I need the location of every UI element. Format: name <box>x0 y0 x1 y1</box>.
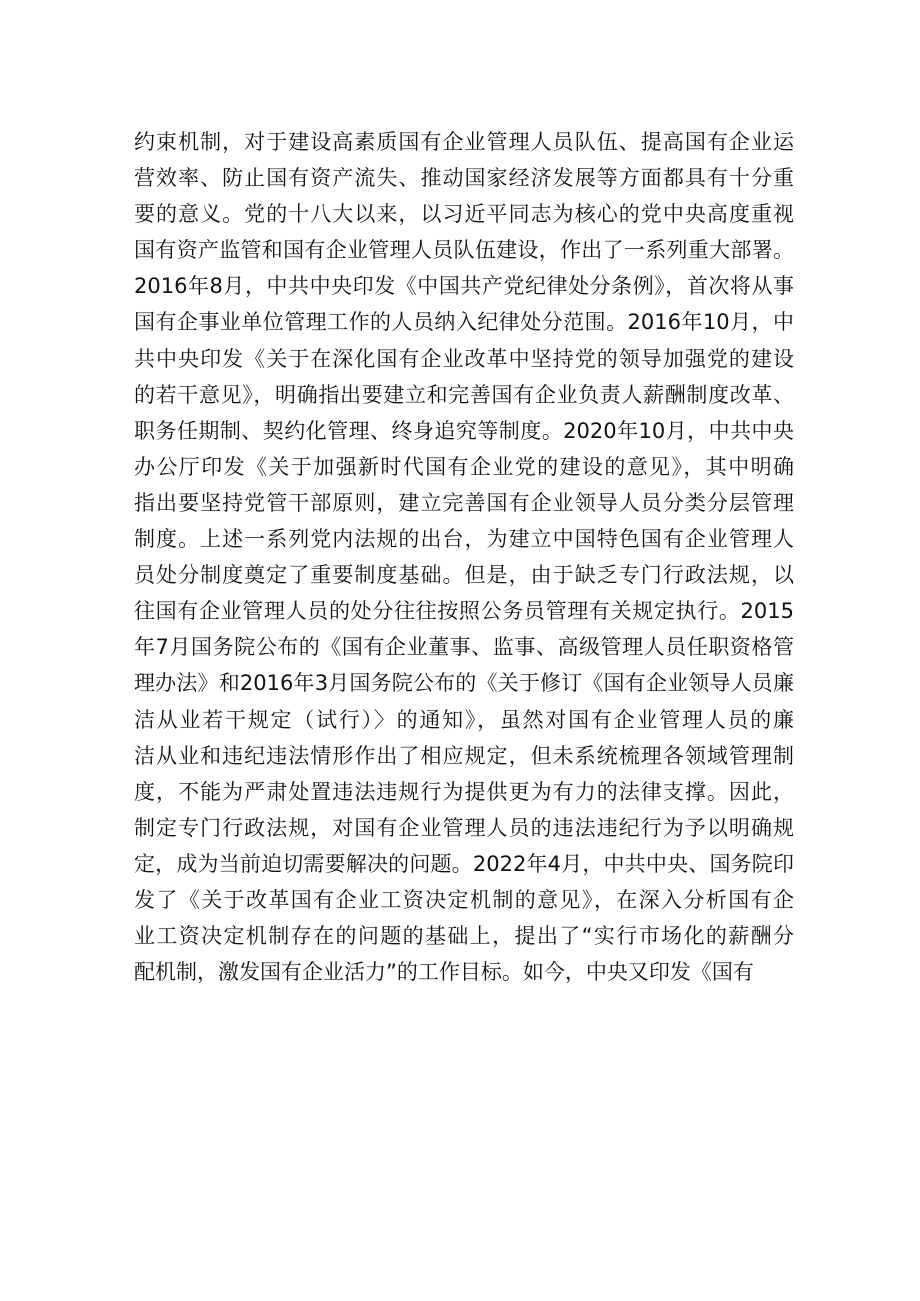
text-line: 洁从业和违纪违法情形作出了相应规定，但未系统梳理各领域管理制 <box>134 743 794 768</box>
text-line: 洁从业若干规定（试行）〉的通知》，虽然对国有企业管理人员的廉 <box>134 707 794 732</box>
body-paragraph <box>134 124 794 990</box>
text-line: 的若干意见》，明确指出要建立和完善国有企业负责人薪酬制度改革、 <box>134 382 794 407</box>
text-line: 职务任期制、契约化管理、终身追究等制度。2020年10月，中共中央 <box>134 418 794 443</box>
text-line: 要的意义。党的十八大以来，以习近平同志为核心的党中央高度重视 <box>134 202 794 227</box>
text-line: 共中央印发《关于在深化国有企业改革中坚持党的领导加强党的建设 <box>134 346 794 371</box>
text-line: 国有企事业单位管理工作的人员纳入纪律处分范围。2016年10月，中 <box>134 310 794 335</box>
text-line: 配机制，激发国有企业活力”的工作目标。如今，中央又印发《国有 <box>134 960 754 985</box>
text-line: 度，不能为严肃处置违法违规行为提供更为有力的法律支撑。因此， <box>134 779 794 804</box>
text-line: 理办法》和2016年3月国务院公布的《关于修订《国有企业领导人员廉 <box>134 671 794 696</box>
text-line: 营效率、防止国有资产流失、推动国家经济发展等方面都具有十分重 <box>134 166 794 191</box>
text-line: 定，成为当前迫切需要解决的问题。2022年4月，中共中央、国务院印 <box>134 851 794 876</box>
text-line: 制定专门行政法规，对国有企业管理人员的违法违纪行为予以明确规 <box>134 815 794 840</box>
text-line: 往国有企业管理人员的处分往往按照公务员管理有关规定执行。2015 <box>134 599 794 624</box>
text-line: 办公厅印发《关于加强新时代国有企业党的建设的意见》，其中明确 <box>134 454 794 479</box>
text-line: 业工资决定机制存在的问题的基础上，提出了“实行市场化的薪酬分 <box>134 924 794 949</box>
text-line: 年7月国务院公布的《国有企业董事、监事、高级管理人员任职资格管 <box>134 635 794 660</box>
text-line: 发了《关于改革国有企业工资决定机制的意见》，在深入分析国有企 <box>134 887 794 912</box>
text-line: 国有资产监管和国有企业管理人员队伍建设，作出了一系列重大部署。 <box>134 238 794 263</box>
text-line: 2016年8月，中共中央印发《中国共产党纪律处分条例》，首次将从事 <box>134 274 794 299</box>
text-line: 指出要坚持党管干部原则，建立完善国有企业领导人员分类分层管理 <box>134 490 794 515</box>
text-line: 约束机制，对于建设高素质国有企业管理人员队伍、提高国有企业运 <box>134 130 794 154</box>
text-line: 制度。上述一系列党内法规的出台，为建立中国特色国有企业管理人 <box>134 527 794 552</box>
text-line: 员处分制度奠定了重要制度基础。但是，由于缺乏专门行政法规，以 <box>134 563 794 588</box>
